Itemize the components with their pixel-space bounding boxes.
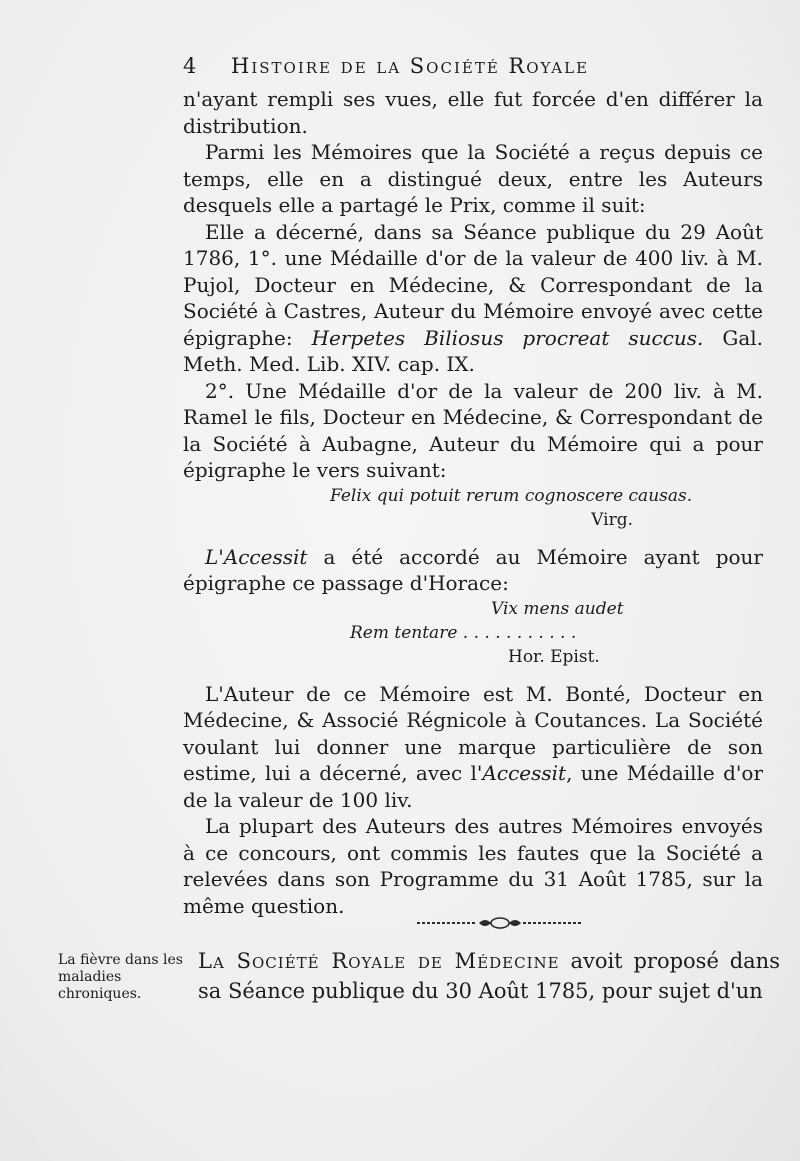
paragraph-text: a été accordé au Mémoire ayant pour épigraphe ce passage d'Horace: bbox=[183, 544, 763, 595]
paragraph-text: , une Médaille d'or de la valeur de 100 liv. bbox=[183, 761, 763, 812]
accessit-term: L'Accessit bbox=[205, 544, 308, 569]
quote-line: Felix qui potuit rerum cognoscere causas. bbox=[330, 485, 693, 506]
paragraph bbox=[183, 681, 763, 814]
section-start-paragraph bbox=[198, 946, 780, 1006]
running-header bbox=[183, 54, 703, 88]
page-number: 4 bbox=[183, 54, 197, 78]
paragraph bbox=[183, 219, 763, 378]
verse-source: Hor. Epist. bbox=[508, 646, 600, 667]
paragraph: 2°. Une Médaille d'or de la valeur de 200 liv. à M. Ramel le fils, Docteur en Médecine, & Correspondant de la Société à Aubagne, Auteur du Mémoire qui a pour épigraphe le vers suivant: bbox=[183, 378, 763, 482]
verse-line: Rem tentare . . . . . . . . . . . bbox=[350, 622, 577, 643]
running-title: Histoire de la Société Royale bbox=[231, 54, 590, 78]
paragraph-continuation: n'ayant rempli ses vues, elle fut forcée d'en différer la distribution. bbox=[183, 87, 763, 138]
paragraph bbox=[183, 544, 763, 597]
accessit-term: Accessit bbox=[482, 761, 567, 785]
verse-line: Vix mens audet bbox=[491, 598, 624, 619]
quote-source: Virg. bbox=[591, 509, 633, 530]
ornament-divider bbox=[415, 916, 585, 930]
epigraph: Herpetes Biliosus procreat succus. bbox=[311, 325, 704, 350]
paragraph: Parmi les Mémoires que la Société a reçus depuis ce temps, elle en a distingué deux, entre les Auteurs desquels elle a partagé le Prix, comme il suit: bbox=[183, 140, 763, 217]
paragraph: La plupart des Auteurs des autres Mémoires envoyés à ce concours, ont commis les fautes que la Société a relevées dans son Programme du 31 Août 1785, sur la même question. bbox=[183, 814, 763, 918]
main-text bbox=[183, 86, 763, 919]
margin-note: La fièvre dans les maladies chroniques. bbox=[58, 952, 183, 1002]
smallcaps-heading: La Société Royale de Médecine bbox=[198, 949, 560, 973]
paragraph-text: avoit proposé dans sa Séance publique du 30 Août 1785, pour sujet d'un bbox=[198, 949, 780, 1003]
paragraph-text: L'Auteur de ce Mémoire est M. Bonté, Docteur en Médecine, & Associé Régnicole à Coutances. La Société voulant lui donner une marque particulière de son estime, lui a décerné, avec l' bbox=[183, 681, 763, 785]
citation: Gal. Meth. Med. Lib. XIV. cap. IX. bbox=[183, 325, 764, 376]
paragraph-text: Elle a décerné, dans sa Séance publique du 29 Août 1786, 1°. une Médaille d'or de la valeur de 400 liv. à M. Pujol, Docteur en Médecine, & Correspondant de la Société à Castres, Auteur du Mémoire envoyé avec cette épigraphe: bbox=[183, 219, 763, 350]
